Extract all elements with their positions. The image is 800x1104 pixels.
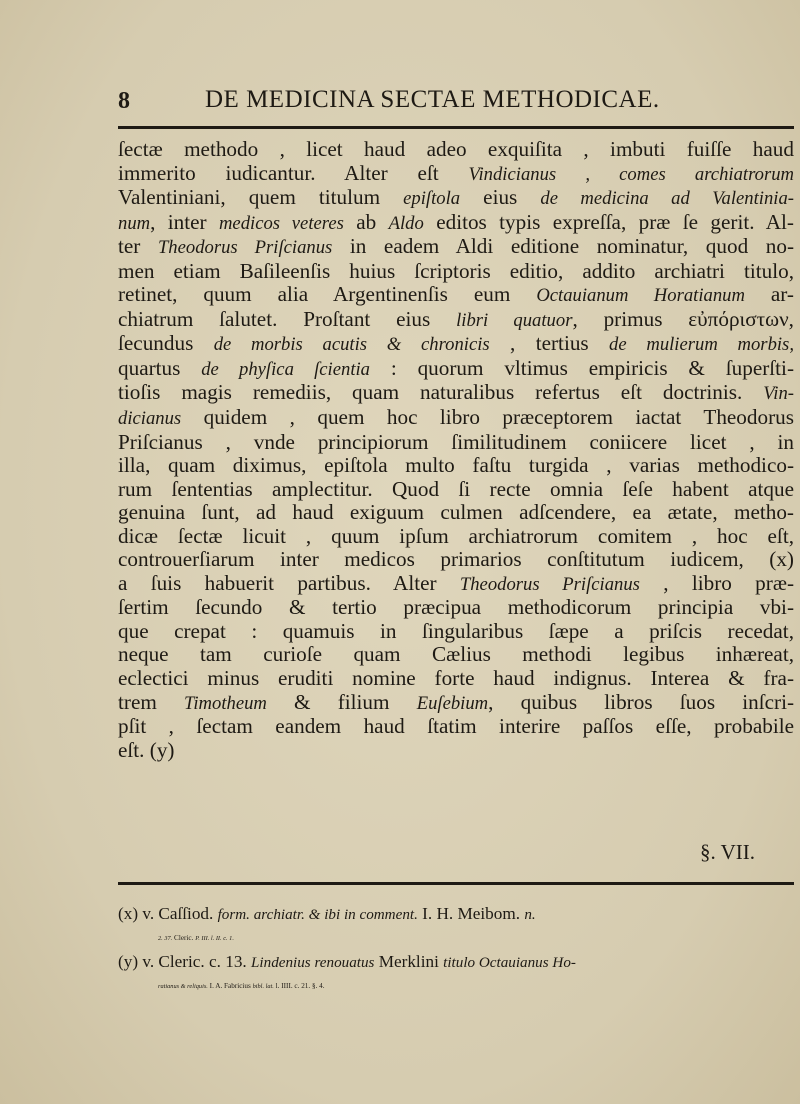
italic-text: Lindenius renouatus xyxy=(251,955,375,971)
text-segment: Cleric. xyxy=(172,934,196,942)
footnote-line xyxy=(118,975,794,998)
italic-text: ratianus & reliquis. xyxy=(158,983,208,990)
text-segment: pſit , ſectam eandem haud ſtatim interire paſſos eſſe, probabile xyxy=(118,714,794,739)
text-segment: a ſuis habuerit partibus. Alter xyxy=(118,570,460,595)
text-segment: in eadem Aldi editione nominatur, quod no- xyxy=(332,234,794,259)
text-segment: retinet, quum alia Argentinenſis eum xyxy=(118,282,537,307)
italic-text: epiſtola xyxy=(403,188,461,210)
text-segment: ſecundus xyxy=(118,331,214,356)
text-segment: illa, quam diximus, epiſtola multo faſtu turgida , varias methodico- xyxy=(118,453,794,478)
text-line xyxy=(118,431,794,455)
italic-text: form. archiatr. & ibi in comment. xyxy=(217,907,418,923)
text-segment: quartus xyxy=(118,355,202,380)
text-segment: neque tam curioſe quam Cælius methodi legibus inhæreat, xyxy=(118,642,794,667)
text-line xyxy=(118,548,794,572)
text-segment: (y) v. Cleric. c. 13. xyxy=(118,952,252,971)
italic-text: bibl. lat. xyxy=(252,983,274,990)
text-segment: ter xyxy=(118,234,158,259)
text-line xyxy=(118,525,794,549)
italic-text: Theodorus Priſcianus xyxy=(157,237,333,259)
text-line xyxy=(118,211,794,236)
italic-text: P. III. l. II. c. 1. xyxy=(195,935,234,942)
text-segment: ſectæ methodo , licet haud adeo exquiſita , imbuti fuiſſe haud xyxy=(118,137,794,161)
text-line xyxy=(118,715,794,739)
text-segment: Valentiniani, quem titulum xyxy=(118,185,404,210)
text-segment: genuina ſunt, ad haud exiguum culmen adſcendere, ea ætate, metho- xyxy=(118,500,794,525)
italic-text: dicianus xyxy=(118,408,182,430)
footnote-line xyxy=(118,902,794,927)
italic-text: Vin- xyxy=(763,383,794,405)
header-rule xyxy=(118,126,794,129)
text-line xyxy=(118,138,794,162)
text-segment: dicæ ſectæ licuit , quum ipſum archiatrorum comitem , hoc eſt, xyxy=(118,523,794,548)
text-line xyxy=(118,643,794,667)
italic-text: titulo Octauianus Ho- xyxy=(443,955,576,971)
body-text xyxy=(118,138,794,762)
text-segment: controuerſiarum inter medicos primarios conſtitutum iudicem, (x) xyxy=(118,547,794,572)
text-segment: , inter xyxy=(150,209,219,234)
page-number: 8 xyxy=(118,88,130,114)
text-segment: eſt. (y) xyxy=(118,737,175,762)
footnotes xyxy=(118,902,794,998)
italic-text: Euſebium xyxy=(416,692,489,714)
text-segment: , primus εὐπόριστων, xyxy=(572,306,794,331)
text-segment: & filium xyxy=(266,689,417,714)
text-line xyxy=(118,332,794,357)
footnote-line xyxy=(118,950,794,975)
italic-text: 2. 37. xyxy=(158,935,173,942)
text-segment: quidem , quem hoc libro præceptorem iactat Theodorus xyxy=(181,405,794,430)
italic-text: num xyxy=(118,212,151,234)
text-segment: rum ſententias amplectitur. Quod ſi recte omnia ſeſe habent atque xyxy=(118,476,794,501)
italic-text: de mulierum morbis, xyxy=(609,334,794,356)
text-segment: , libro præ- xyxy=(639,570,795,595)
running-head: DE MEDICINA SECTAE METHODICAE. xyxy=(205,86,660,113)
text-line xyxy=(118,501,794,525)
text-line xyxy=(118,283,794,308)
italic-text: n. xyxy=(524,907,536,923)
text-segment: que crepat : quamuis in ſingularibus ſæpe a priſcis recedat, xyxy=(118,618,794,643)
text-segment: (x) v. Caſſiod. xyxy=(118,904,218,923)
text-segment: l. IIII. c. 21. §. 4. xyxy=(273,982,325,990)
italic-text: de morbis acutis & chronicis xyxy=(213,334,490,356)
text-line xyxy=(118,620,794,644)
text-segment: Priſcianus , vnde principiorum ſimilitudinem coniicere licet , in xyxy=(118,429,794,454)
text-segment: , quibus libros ſuos inſcri- xyxy=(488,689,795,714)
text-line xyxy=(118,406,794,431)
text-line xyxy=(118,691,794,716)
text-line xyxy=(118,596,794,620)
text-line xyxy=(118,667,794,691)
text-segment: I. H. Meibom. xyxy=(417,904,525,923)
text-segment: trem xyxy=(118,689,185,714)
text-segment: Merklini xyxy=(374,952,444,971)
text-line xyxy=(118,478,794,502)
text-segment: : quorum vltimus empiricis & ſuperſti- xyxy=(370,355,794,380)
text-segment: ar- xyxy=(744,282,794,307)
text-segment: chiatrum ſalutet. Proſtant eius xyxy=(118,306,457,331)
text-line xyxy=(118,454,794,478)
text-segment: ſertim ſecundo & tertio præcipua methodicorum principia vbi- xyxy=(118,595,794,620)
text-segment: I. A. Fabricius xyxy=(207,982,253,990)
italic-text: Vindicianus , comes archiatrorum xyxy=(468,163,794,185)
italic-text: Octauianum Horatianum xyxy=(536,285,745,307)
text-segment: men etiam Baſileenſis huius ſcriptoris editio, addito archiatri titulo, xyxy=(118,258,794,283)
text-line xyxy=(118,381,794,406)
text-line xyxy=(118,357,794,382)
footnote-rule xyxy=(118,882,794,885)
text-segment: eius xyxy=(460,185,541,210)
text-segment: ab xyxy=(343,209,389,234)
text-segment: , tertius xyxy=(489,331,610,356)
italic-text: libri quatuor xyxy=(456,309,573,331)
text-segment: eclectici minus eruditi nomine forte haud indignus. Interea & fra- xyxy=(118,666,794,691)
text-line xyxy=(118,308,794,333)
text-line xyxy=(118,260,794,284)
text-segment: editos typis expreſſa, præ ſe gerit. Al- xyxy=(423,209,794,234)
text-line xyxy=(118,739,794,763)
italic-text: Aldo xyxy=(388,212,424,234)
text-line xyxy=(118,186,794,211)
text-line xyxy=(118,235,794,260)
section-heading: §. VII. xyxy=(700,840,756,864)
italic-text: Theodorus Priſcianus xyxy=(459,573,640,595)
italic-text: medicos veteres xyxy=(218,212,344,234)
text-line xyxy=(118,572,794,597)
italic-text: Timotheum xyxy=(184,692,267,714)
text-segment: tioſis magis remediis, quam naturalibus refertus eſt doctrinis. xyxy=(118,380,764,405)
text-segment: immerito iudicantur. Alter eſt xyxy=(118,160,469,185)
italic-text: de medicina ad Valentinia- xyxy=(540,188,795,210)
text-line xyxy=(118,162,794,187)
italic-text: de phyſica ſcientia xyxy=(201,358,370,380)
footnote-line xyxy=(118,927,794,950)
